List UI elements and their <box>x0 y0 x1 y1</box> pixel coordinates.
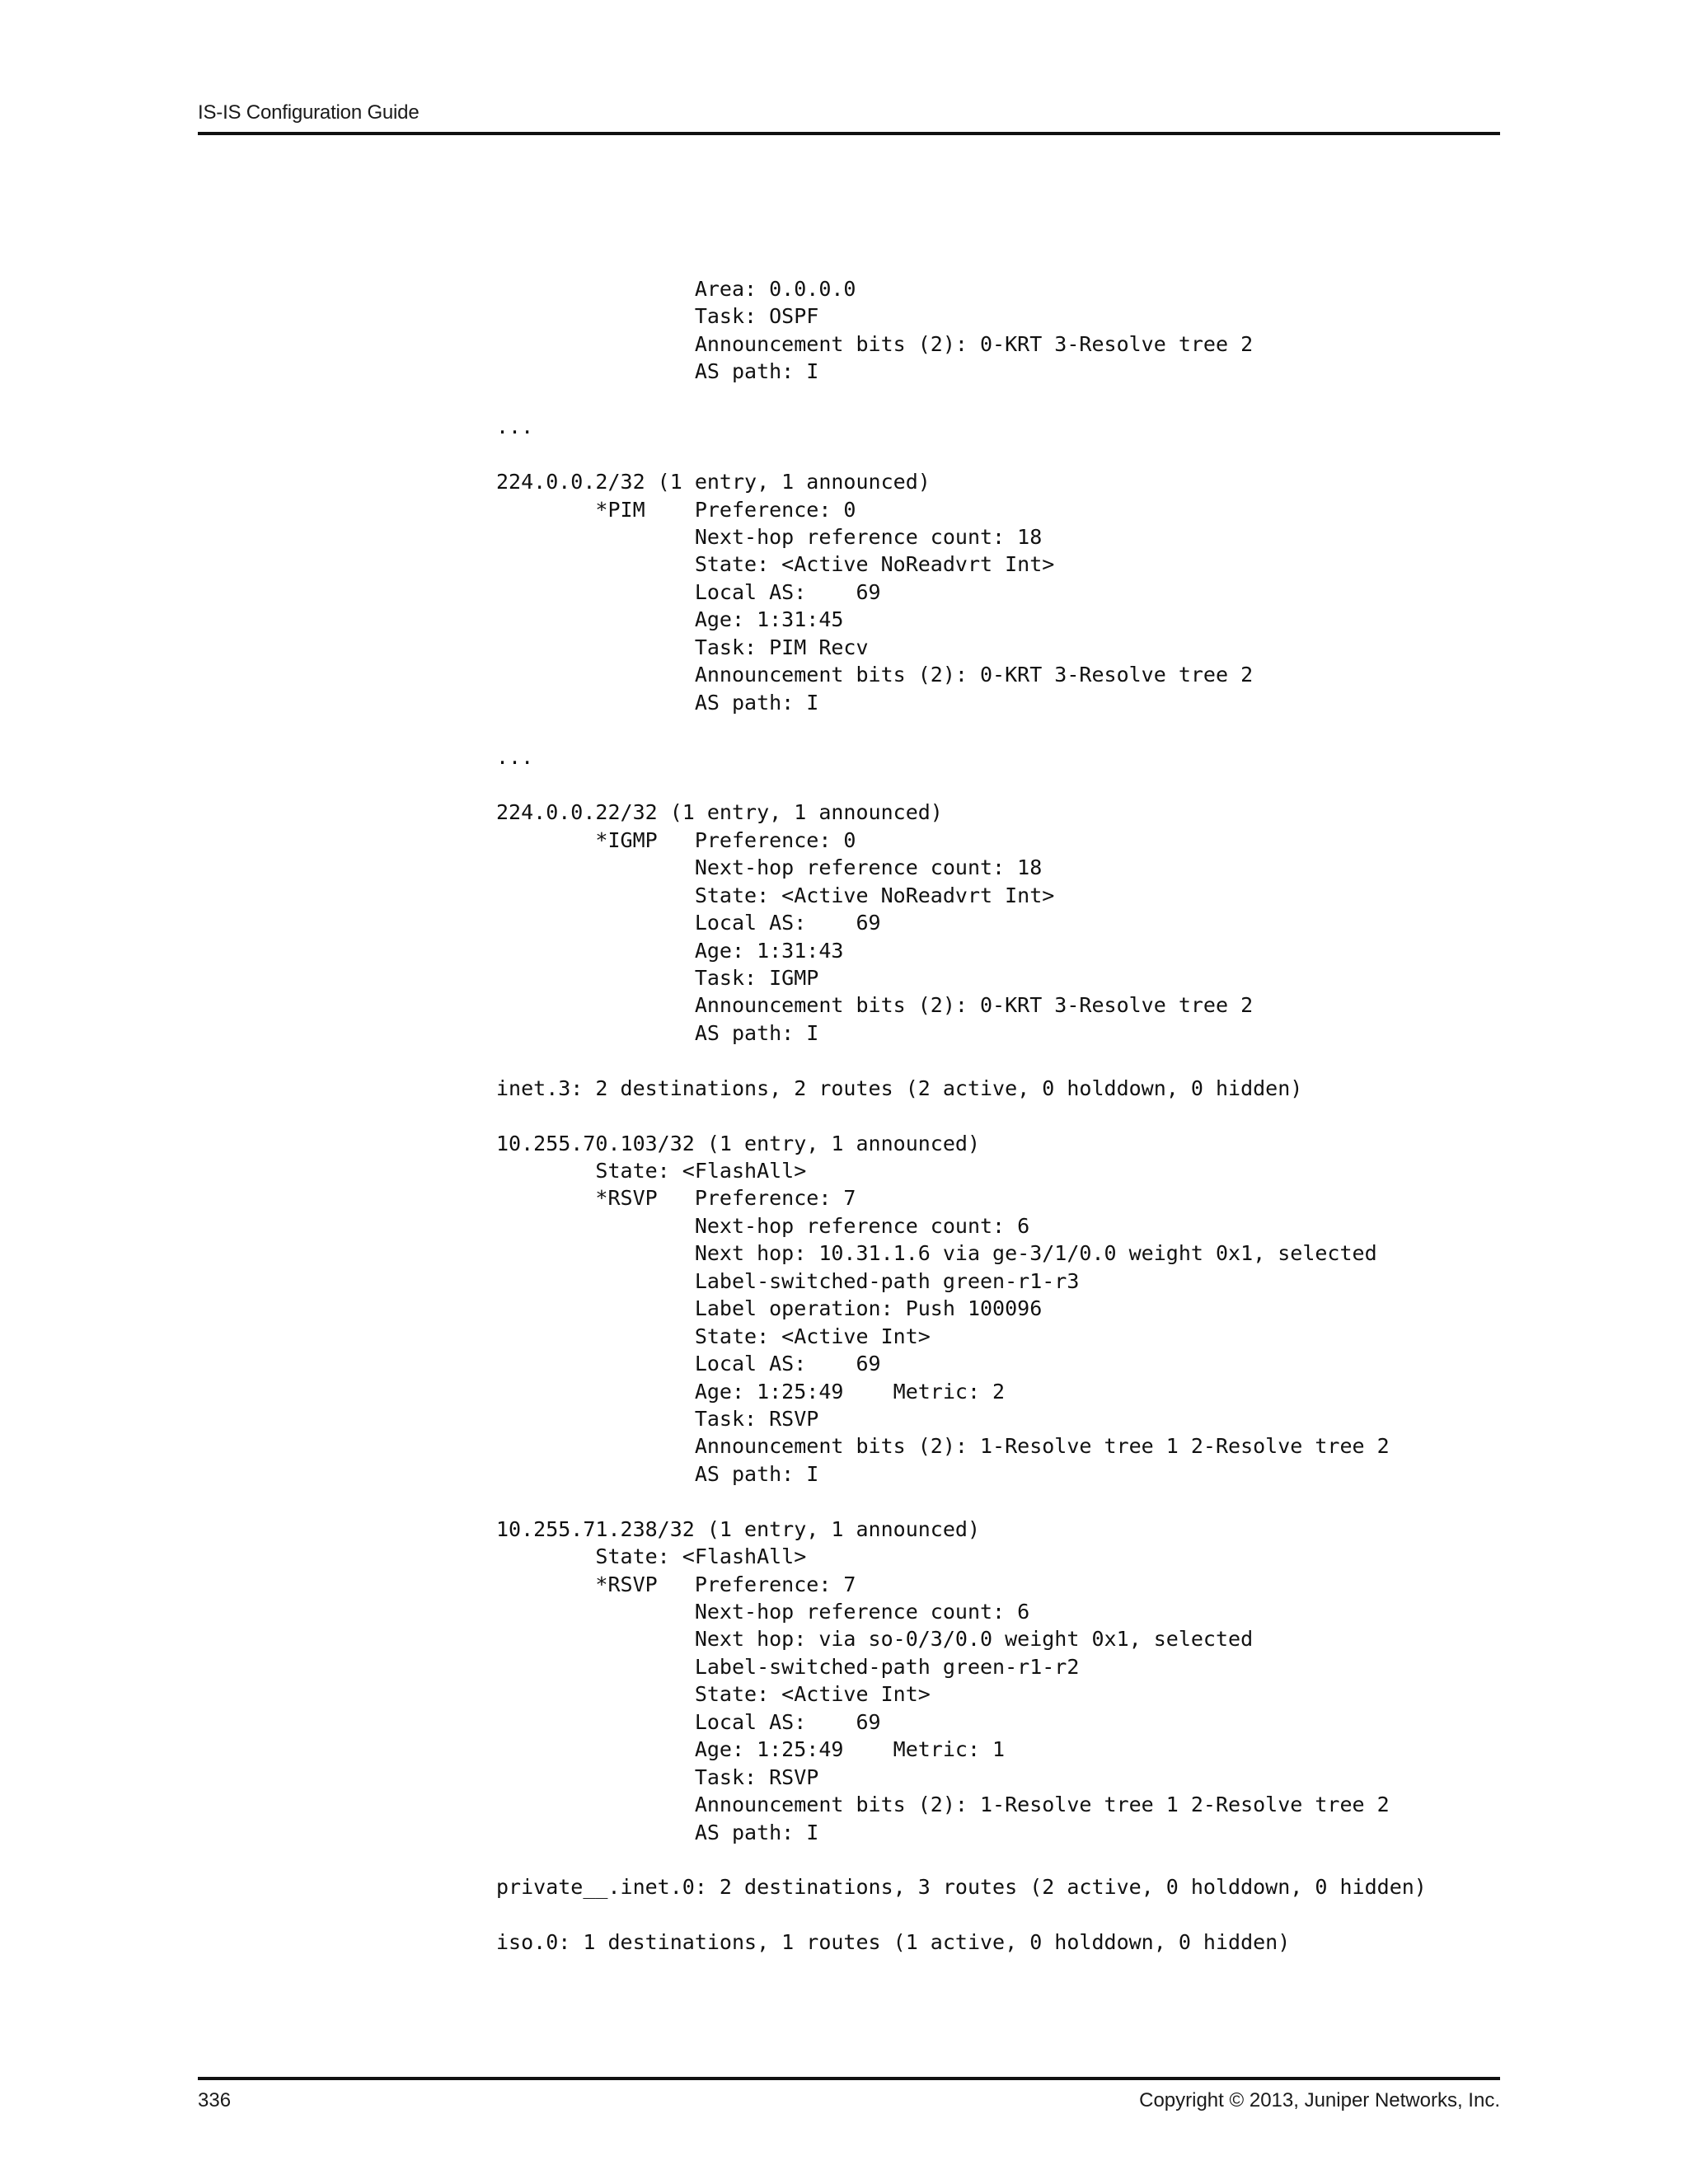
copyright-notice: Copyright © 2013, Juniper Networks, Inc. <box>1139 2089 1500 2111</box>
code-line: private__.inet.0: 2 destinations, 3 routes (2 active, 0 holddown, 0 hidden) <box>496 1875 1427 1900</box>
page-number: 336 <box>198 2089 232 2111</box>
code-line: Announcement bits (2): 0-KRT 3-Resolve tree 2 <box>496 993 1254 1018</box>
code-line: Label operation: Push 100096 <box>496 1296 1043 1321</box>
code-line <box>496 1901 1427 1929</box>
code-line: AS path: I <box>496 690 819 715</box>
code-line: Local AS: 69 <box>496 1352 881 1376</box>
code-line: *RSVP Preference: 7 <box>496 1186 856 1211</box>
code-line: Next hop: 10.31.1.6 via ge-3/1/0.0 weight 0x1, selected <box>496 1241 1377 1266</box>
code-line <box>496 716 1427 743</box>
code-line: Next-hop reference count: 18 <box>496 855 1043 880</box>
code-line: State: <Active Int> <box>496 1324 931 1348</box>
code-line: AS path: I <box>496 1020 819 1045</box>
code-line: Local AS: 69 <box>496 911 881 935</box>
code-line: Announcement bits (2): 1-Resolve tree 1 2-Resolve tree 2 <box>496 1793 1390 1817</box>
code-line: Age: 1:31:43 <box>496 938 844 963</box>
code-line: Age: 1:31:45 <box>496 607 844 632</box>
code-line <box>496 771 1427 799</box>
code-line: Next-hop reference count: 18 <box>496 524 1043 549</box>
code-line: Label-switched-path green-r1-r2 <box>496 1654 1080 1679</box>
code-line: ... <box>496 745 534 770</box>
code-line <box>496 1846 1427 1873</box>
code-line <box>496 441 1427 468</box>
code-block <box>496 275 1427 1957</box>
document-title: IS-IS Configuration Guide <box>198 101 420 124</box>
code-line: Task: IGMP <box>496 965 819 990</box>
code-line: *IGMP Preference: 0 <box>496 827 856 852</box>
code-line <box>496 386 1427 413</box>
page-footer <box>198 2077 1500 2118</box>
code-line: ... <box>496 415 534 439</box>
code-line: 10.255.70.103/32 (1 entry, 1 announced) <box>496 1131 980 1155</box>
code-line: Next hop: via so-0/3/0.0 weight 0x1, selected <box>496 1627 1254 1652</box>
code-line: inet.3: 2 destinations, 2 routes (2 active, 0 holddown, 0 hidden) <box>496 1076 1303 1100</box>
code-line: AS path: I <box>496 1820 819 1844</box>
code-line: Next-hop reference count: 6 <box>496 1600 1030 1624</box>
code-line <box>496 1047 1427 1074</box>
code-line: Announcement bits (2): 0-KRT 3-Resolve tree 2 <box>496 331 1254 356</box>
code-line: Area: 0.0.0.0 <box>496 277 856 301</box>
code-line: State: <Active NoReadvrt Int> <box>496 552 1055 577</box>
code-line: Task: RSVP <box>496 1765 819 1789</box>
code-line: State: <Active Int> <box>496 1682 931 1707</box>
code-line: AS path: I <box>496 1461 819 1486</box>
code-line <box>496 1488 1427 1515</box>
page-header <box>198 101 1500 135</box>
code-line <box>496 1102 1427 1129</box>
code-line: Task: OSPF <box>496 304 819 329</box>
code-line: Local AS: 69 <box>496 579 881 604</box>
code-line: Task: RSVP <box>496 1406 819 1431</box>
code-line: *RSVP Preference: 7 <box>496 1572 856 1596</box>
code-line: Next-hop reference count: 6 <box>496 1213 1030 1238</box>
code-line: Local AS: 69 <box>496 1709 881 1734</box>
code-line: 224.0.0.2/32 (1 entry, 1 announced) <box>496 470 931 494</box>
code-line: Announcement bits (2): 0-KRT 3-Resolve tree 2 <box>496 663 1254 687</box>
code-line: Age: 1:25:49 Metric: 2 <box>496 1379 1006 1404</box>
code-line: Task: PIM Recv <box>496 635 869 659</box>
code-line: AS path: I <box>496 359 819 384</box>
code-line: iso.0: 1 destinations, 1 routes (1 active, 0 holddown, 0 hidden) <box>496 1930 1291 1955</box>
code-line: Label-switched-path green-r1-r3 <box>496 1268 1080 1293</box>
code-line: Age: 1:25:49 Metric: 1 <box>496 1737 1006 1762</box>
code-line: 224.0.0.22/32 (1 entry, 1 announced) <box>496 800 943 825</box>
code-line: State: <Active NoReadvrt Int> <box>496 883 1055 907</box>
code-line: *PIM Preference: 0 <box>496 497 856 522</box>
code-line: Announcement bits (2): 1-Resolve tree 1 2-Resolve tree 2 <box>496 1434 1390 1459</box>
code-line: 10.255.71.238/32 (1 entry, 1 announced) <box>496 1516 980 1541</box>
code-line: State: <FlashAll> <box>496 1159 807 1183</box>
code-line: State: <FlashAll> <box>496 1544 807 1569</box>
